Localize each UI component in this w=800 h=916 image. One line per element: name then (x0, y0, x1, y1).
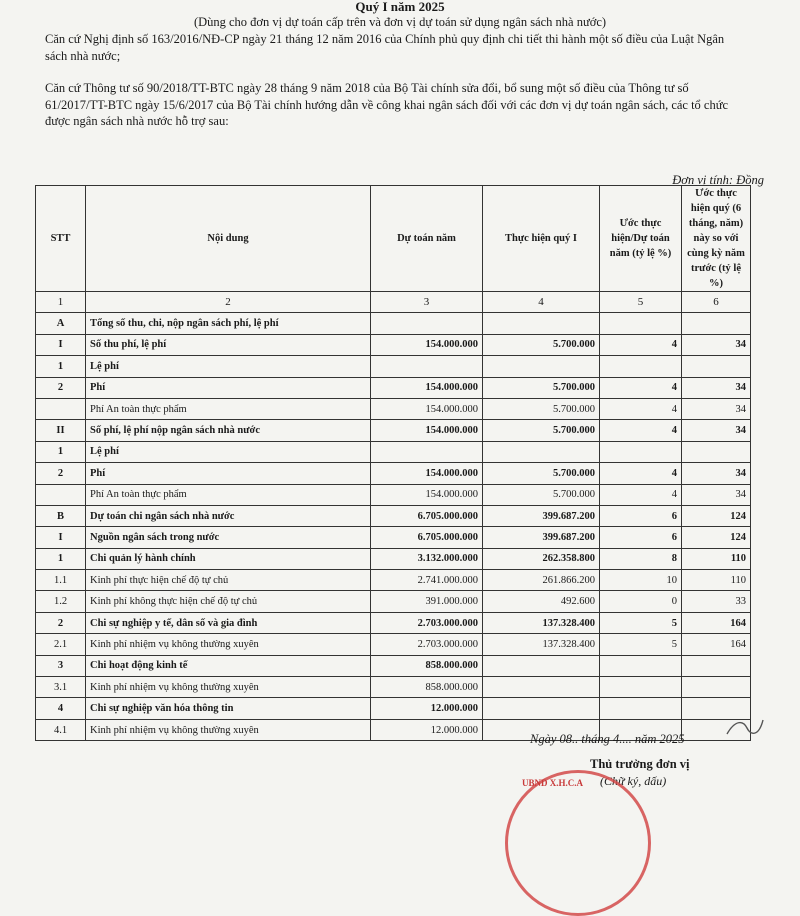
row-content: Chi quản lý hành chính (86, 548, 371, 569)
row-plan: 154.000.000 (371, 334, 483, 355)
row-pct (600, 356, 682, 377)
row-content: Phí (86, 463, 371, 484)
row-actual: 5.700.000 (483, 377, 600, 398)
report-subtitle: (Dùng cho đơn vị dự toán cấp trên và đơn vị dự toán sử dụng ngân sách nhà nước) (193, 15, 607, 29)
row-plan: 6.705.000.000 (371, 527, 483, 548)
row-actual: 5.700.000 (483, 398, 600, 419)
row-plan: 3.132.000.000 (371, 548, 483, 569)
table-row (36, 527, 751, 548)
row-pct: 6 (600, 505, 682, 526)
signing-date: Ngày 08.. tháng 4.... năm 2025 (530, 732, 685, 746)
row-stt: 2.1 (36, 634, 86, 655)
row-actual: 137.328.400 (483, 634, 600, 655)
row-stt: B (36, 505, 86, 526)
signer-title: Thủ trưởng đơn vị (590, 757, 690, 771)
header-stt: STT (36, 186, 86, 292)
row-yoy (682, 356, 751, 377)
table-row (36, 484, 751, 505)
official-seal (505, 770, 651, 916)
row-plan: 2.703.000.000 (371, 612, 483, 633)
table-row (36, 313, 751, 334)
row-stt: 1.2 (36, 591, 86, 612)
row-pct (600, 677, 682, 698)
row-actual (483, 356, 600, 377)
row-content: Chi sự nghiệp văn hóa thông tin (86, 698, 371, 719)
table-row (36, 505, 751, 526)
row-actual: 5.700.000 (483, 334, 600, 355)
table-row (36, 377, 751, 398)
row-actual: 5.700.000 (483, 420, 600, 441)
row-stt (36, 398, 86, 419)
row-yoy: 164 (682, 634, 751, 655)
row-yoy: 34 (682, 484, 751, 505)
row-plan: 154.000.000 (371, 420, 483, 441)
row-content: Chi hoạt động kinh tế (86, 655, 371, 676)
row-content: Kinh phí nhiệm vụ không thường xuyên (86, 677, 371, 698)
row-content: Lệ phí (86, 356, 371, 377)
row-actual: 262.358.800 (483, 548, 600, 569)
row-actual: 399.687.200 (483, 527, 600, 548)
row-pct (600, 313, 682, 334)
row-pct: 5 (600, 634, 682, 655)
index-cell: 5 (600, 292, 682, 313)
row-yoy: 34 (682, 398, 751, 419)
seal-lettering: UBND X.H.C.A (522, 778, 584, 788)
row-pct: 4 (600, 463, 682, 484)
row-yoy: 164 (682, 612, 751, 633)
row-plan: 154.000.000 (371, 377, 483, 398)
row-pct (600, 441, 682, 462)
row-content: Phí An toàn thực phẩm (86, 484, 371, 505)
header-content: Nội dung (86, 186, 371, 292)
row-yoy: 110 (682, 548, 751, 569)
row-stt: 1 (36, 548, 86, 569)
row-plan (371, 441, 483, 462)
row-actual (483, 655, 600, 676)
row-pct: 10 (600, 570, 682, 591)
row-stt: A (36, 313, 86, 334)
table-row (36, 356, 751, 377)
signer-note: (Chữ ký, dấu) (600, 774, 667, 788)
row-plan: 391.000.000 (371, 591, 483, 612)
index-cell: 4 (483, 292, 600, 313)
table-row (36, 612, 751, 633)
row-yoy: 124 (682, 527, 751, 548)
row-stt: 4.1 (36, 719, 86, 740)
row-plan: 2.703.000.000 (371, 634, 483, 655)
row-pct: 4 (600, 484, 682, 505)
row-plan: 12.000.000 (371, 698, 483, 719)
row-stt: 2 (36, 463, 86, 484)
index-cell: 3 (371, 292, 483, 313)
row-pct: 8 (600, 548, 682, 569)
row-pct: 4 (600, 334, 682, 355)
row-stt: 1 (36, 441, 86, 462)
row-pct: 5 (600, 612, 682, 633)
row-actual: 261.866.200 (483, 570, 600, 591)
table-row (36, 398, 751, 419)
row-yoy: 34 (682, 334, 751, 355)
table-row (36, 570, 751, 591)
row-content: Số thu phí, lệ phí (86, 334, 371, 355)
row-content: Kinh phí nhiệm vụ không thường xuyên (86, 634, 371, 655)
header-actual: Thực hiện quý I (483, 186, 600, 292)
row-pct: 4 (600, 398, 682, 419)
row-plan (371, 313, 483, 334)
table-row (36, 655, 751, 676)
row-yoy: 124 (682, 505, 751, 526)
row-content: Kinh phí thực hiện chế độ tự chủ (86, 570, 371, 591)
row-actual: 399.687.200 (483, 505, 600, 526)
row-yoy (682, 655, 751, 676)
handwritten-mark (725, 716, 765, 738)
row-plan: 2.741.000.000 (371, 570, 483, 591)
table-row (36, 463, 751, 484)
row-stt: I (36, 334, 86, 355)
row-stt: 1 (36, 356, 86, 377)
currency-unit: Đơn vị tính: Đồng (672, 173, 764, 187)
row-content: Số phí, lệ phí nộp ngân sách nhà nước (86, 420, 371, 441)
table-header-row (36, 186, 751, 292)
row-stt: 2 (36, 377, 86, 398)
row-yoy: 110 (682, 570, 751, 591)
legal-basis-1: Căn cứ Nghị định số 163/2016/NĐ-CP ngày 21 tháng 12 năm 2016 của Chính phủ quy định chi tiết thi hành một số điều của Luật Ngân sách nhà nước; (45, 32, 725, 63)
row-plan: 6.705.000.000 (371, 505, 483, 526)
row-plan: 154.000.000 (371, 463, 483, 484)
header-pct: Ước thực hiện/Dự toán năm (tỷ lệ %) (600, 186, 682, 292)
row-content: Kinh phí không thực hiện chế độ tự chủ (86, 591, 371, 612)
row-plan: 858.000.000 (371, 655, 483, 676)
row-actual: 5.700.000 (483, 484, 600, 505)
row-content: Phí An toàn thực phẩm (86, 398, 371, 419)
row-pct: 0 (600, 591, 682, 612)
row-content: Chi sự nghiệp y tế, dân số và gia đình (86, 612, 371, 633)
table-row (36, 634, 751, 655)
row-actual (483, 677, 600, 698)
row-pct: 4 (600, 420, 682, 441)
table-row (36, 441, 751, 462)
row-actual: 137.328.400 (483, 612, 600, 633)
row-stt (36, 484, 86, 505)
row-pct (600, 655, 682, 676)
index-cell: 6 (682, 292, 751, 313)
row-plan: 154.000.000 (371, 398, 483, 419)
row-pct: 4 (600, 377, 682, 398)
row-yoy: 33 (682, 591, 751, 612)
table-index-row (36, 292, 751, 313)
table-row (36, 334, 751, 355)
row-actual (483, 441, 600, 462)
row-stt: 3 (36, 655, 86, 676)
row-plan: 154.000.000 (371, 484, 483, 505)
row-content: Dự toán chi ngân sách nhà nước (86, 505, 371, 526)
row-stt: 1.1 (36, 570, 86, 591)
row-content: Phí (86, 377, 371, 398)
row-yoy: 34 (682, 420, 751, 441)
header-plan: Dự toán năm (371, 186, 483, 292)
table-row (36, 548, 751, 569)
table-row (36, 698, 751, 719)
header-yoy: Ước thực hiện quý (6 tháng, năm) này so với cùng kỳ năm trước (tỷ lệ %) (682, 186, 751, 292)
row-plan: 858.000.000 (371, 677, 483, 698)
row-stt: 4 (36, 698, 86, 719)
table-row (36, 591, 751, 612)
row-yoy: 34 (682, 377, 751, 398)
row-stt: 2 (36, 612, 86, 633)
row-plan (371, 356, 483, 377)
legal-basis-2: Căn cứ Thông tư số 90/2018/TT-BTC ngày 28 tháng 9 năm 2018 của Bộ Tài chính sửa đổi, bổ sung một số điều của Thông tư số 61/2017/TT-BTC ngày 15/6/2017 của Bộ Tài chính hướng dẫn về công khai ngân sách đối với các đơn vị dự toán ngân sách, các tổ chức được ngân sách nhà nước hỗ trợ sau: (45, 81, 729, 128)
row-content: Nguồn ngân sách trong nước (86, 527, 371, 548)
row-content: Tổng số thu, chi, nộp ngân sách phí, lệ phí (86, 313, 371, 334)
row-stt: 3.1 (36, 677, 86, 698)
row-stt: II (36, 420, 86, 441)
report-title: Quý I năm 2025 (355, 0, 445, 14)
row-actual (483, 698, 600, 719)
table-row (36, 420, 751, 441)
row-actual: 492.600 (483, 591, 600, 612)
row-content: Kinh phí nhiệm vụ không thường xuyên (86, 719, 371, 740)
row-yoy (682, 441, 751, 462)
budget-table (35, 185, 751, 741)
row-actual: 5.700.000 (483, 463, 600, 484)
row-plan: 12.000.000 (371, 719, 483, 740)
row-content: Lệ phí (86, 441, 371, 462)
table-row (36, 677, 751, 698)
row-actual (483, 313, 600, 334)
index-cell: 1 (36, 292, 86, 313)
row-stt: I (36, 527, 86, 548)
row-yoy (682, 313, 751, 334)
row-pct (600, 698, 682, 719)
index-cell: 2 (86, 292, 371, 313)
row-yoy: 34 (682, 463, 751, 484)
row-pct: 6 (600, 527, 682, 548)
row-yoy (682, 677, 751, 698)
